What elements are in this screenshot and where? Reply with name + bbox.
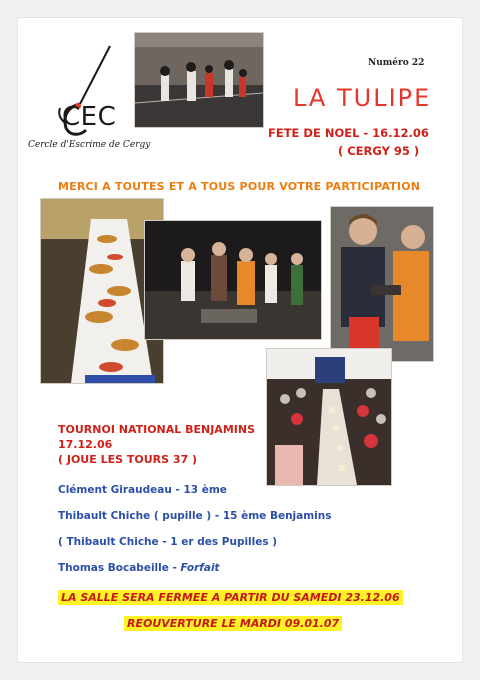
photo-children-group — [144, 220, 322, 340]
tournament-place: ( JOUE LES TOURS 37 ) — [58, 453, 198, 466]
tournament-block — [58, 422, 255, 467]
result-forfait: Forfait — [180, 562, 220, 574]
tournament-title: TOURNOI NATIONAL BENJAMINS — [58, 423, 255, 436]
issue-number: Numéro 22 — [368, 58, 425, 68]
tournament-date: 17.12.06 — [58, 438, 113, 451]
event-title: FETE DE NOEL - 16.12.06 — [268, 126, 429, 140]
newsletter-page — [18, 18, 462, 662]
result-name: Thomas Bocabeille - — [58, 562, 181, 574]
event-location: ( CERGY 95 ) — [338, 144, 420, 158]
photo-fencing-hall — [134, 32, 264, 128]
result-item: Clément Giraudeau - 13 ème — [58, 484, 227, 496]
newsletter-title: LA TULIPE — [293, 84, 432, 112]
closure-notice: LA SALLE SERA FERMEE A PARTIR DU SAMEDI 23.12.06 — [58, 590, 403, 605]
reopening-notice: REOUVERTURE LE MARDI 09.01.07 — [124, 616, 342, 631]
thanks-message: MERCI A TOUTES ET A TOUS POUR VOTRE PARTICIPATION — [58, 180, 421, 193]
result-item — [58, 562, 220, 574]
photo-hall-crowd — [266, 348, 392, 486]
result-item: ( Thibault Chiche - 1 er des Pupilles ) — [58, 536, 278, 548]
logo-full-name: Cercle d'Escrime de Cergy — [28, 140, 151, 150]
photo-boy-with-gift — [330, 206, 434, 362]
logo-acronym: CEC — [62, 102, 117, 132]
result-item: Thibault Chiche ( pupille ) - 15 ème Benjamins — [58, 510, 332, 522]
